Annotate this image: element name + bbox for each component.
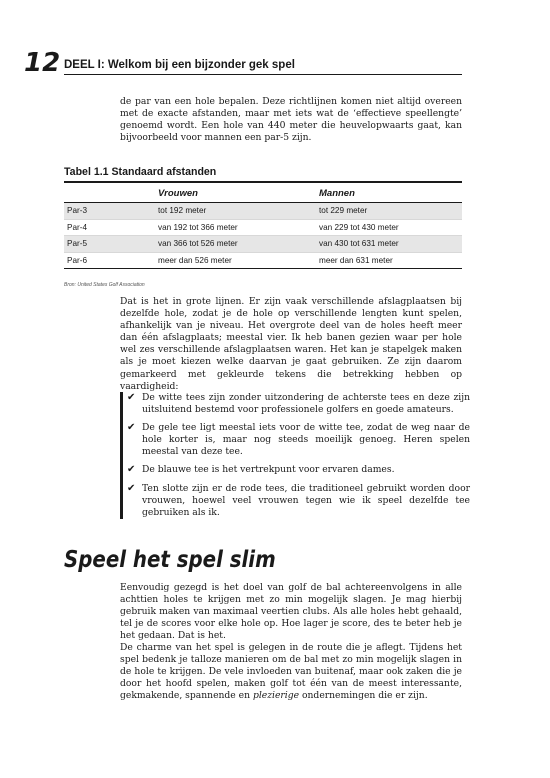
table-row [64, 252, 462, 269]
check-icon: ✔ [127, 464, 136, 476]
table-header-hole [64, 184, 155, 203]
list-item-text: Ten slotte zijn er de rode tees, die traditioneel gebruikt worden door vrouwen, hoewel veel vrouwen tegen wie ik speel dezelfde tee gebruiken als ik. [142, 482, 470, 518]
running-head: DEEL I: Welkom bij een bijzonder gek spel [64, 57, 462, 75]
charm-paragraph [120, 642, 462, 702]
table-header-men: Mannen [316, 184, 462, 203]
distance-table [64, 184, 462, 269]
table-cell-par: Par-4 [64, 219, 155, 236]
section-title: Speel het spel slim [64, 547, 276, 573]
list-item [126, 392, 470, 416]
tee-bullet-list [120, 392, 470, 519]
table-cell-men: van 430 tot 631 meter [316, 236, 462, 253]
charm-emphasis: plezierige [252, 690, 300, 702]
list-item-text: De blauwe tee is het vertrekpunt voor ervaren dames. [142, 464, 395, 476]
table-cell-par: Par-5 [64, 236, 155, 253]
check-icon: ✔ [127, 422, 136, 434]
table-header-row [64, 184, 462, 203]
table-cell-women: meer dan 526 meter [155, 252, 316, 269]
intro-paragraph: de par van een hole bepalen. Deze richtlijnen komen niet altijd overeen met de exacte afstanden, maar met iets wat de ‘effectieve speellengte’ genoemd wordt. Een hole van 440 meter die heuvelopwaarts gaat, kan bijvoorbeeld voor mannen een par-5 zijn. [120, 96, 462, 144]
goal-paragraph: Eenvoudig gezegd is het doel van golf de bal achtereenvolgens in alle achttien holes te krijgen met zo min mogelijk slagen. Je mag hierbij gebruik maken van maximaal veertien clubs. Als alle holes hebt gehaald, tel je de scores voor elke hole op. Hoe lager je score, des te beter heb je het gedaan. Dat is het. [120, 582, 462, 642]
table-row [64, 219, 462, 236]
table-cell-men: tot 229 meter [316, 203, 462, 220]
table-row [64, 203, 462, 220]
charm-text-end: ondernemingen die er zijn. [299, 690, 428, 702]
list-item [126, 422, 470, 458]
list-item-text: De gele tee ligt meestal iets voor de witte tee, zodat de weg naar de hole korter is, maar nog steeds moeilijk genoeg. Heren spelen meestal van deze tee. [142, 422, 470, 458]
table-cell-men: van 229 tot 430 meter [316, 219, 462, 236]
list-item [126, 483, 470, 519]
list-item [126, 464, 470, 476]
table-cell-women: van 366 tot 526 meter [155, 236, 316, 253]
table-cell-par: Par-6 [64, 252, 155, 269]
check-icon: ✔ [127, 392, 136, 403]
table-cell-women: van 192 tot 366 meter [155, 219, 316, 236]
table-cell-men: meer dan 631 meter [316, 252, 462, 269]
page-number: 12 [24, 48, 61, 78]
table-source: Bron: United States Golf Association [64, 282, 145, 288]
charm-text-start: De charme van het spel is gelegen in de route die je aflegt. Tijdens het spel bedenk je talloze manieren om de bal met zo min mogelijk slagen in de hole te krijgen. De vele invloeden van buitenaf, maar ook zaken die je door het hoofd spelen, maken golf tot één van de meest interessante, gekmakende, spannende en [120, 642, 462, 702]
list-item-text: De witte tees zijn zonder uitzondering de achterste tees en deze zijn uitsluitend bestemd voor professionele golfers en goede amateurs. [142, 392, 470, 416]
table-header-women: Vrouwen [155, 184, 316, 203]
table-row [64, 236, 462, 253]
table-cell-women: tot 192 meter [155, 203, 316, 220]
table-title: Tabel 1.1 Standaard afstanden [64, 165, 462, 183]
tee-paragraph: Dat is het in grote lijnen. Er zijn vaak verschillende afslagplaatsen bij dezelfde hole, zodat je de hole op verschillende lengten kunt spelen, afhankelijk van je niveau. Het overgrote deel van de holes heeft meer dan één afslagplaats; meestal vier. Ik heb banen gezien waar per hole wel zes verschillende afslagplaatsen waren. Het kan je stapelgek maken als je moet kiezen welke daarvan je gaat gebruiken. Ze zijn daarom gemarkeerd met gekleurde tekens die betrekking hebben op vaardigheid: [120, 296, 462, 392]
check-icon: ✔ [127, 482, 136, 494]
table-cell-par: Par-3 [64, 203, 155, 220]
